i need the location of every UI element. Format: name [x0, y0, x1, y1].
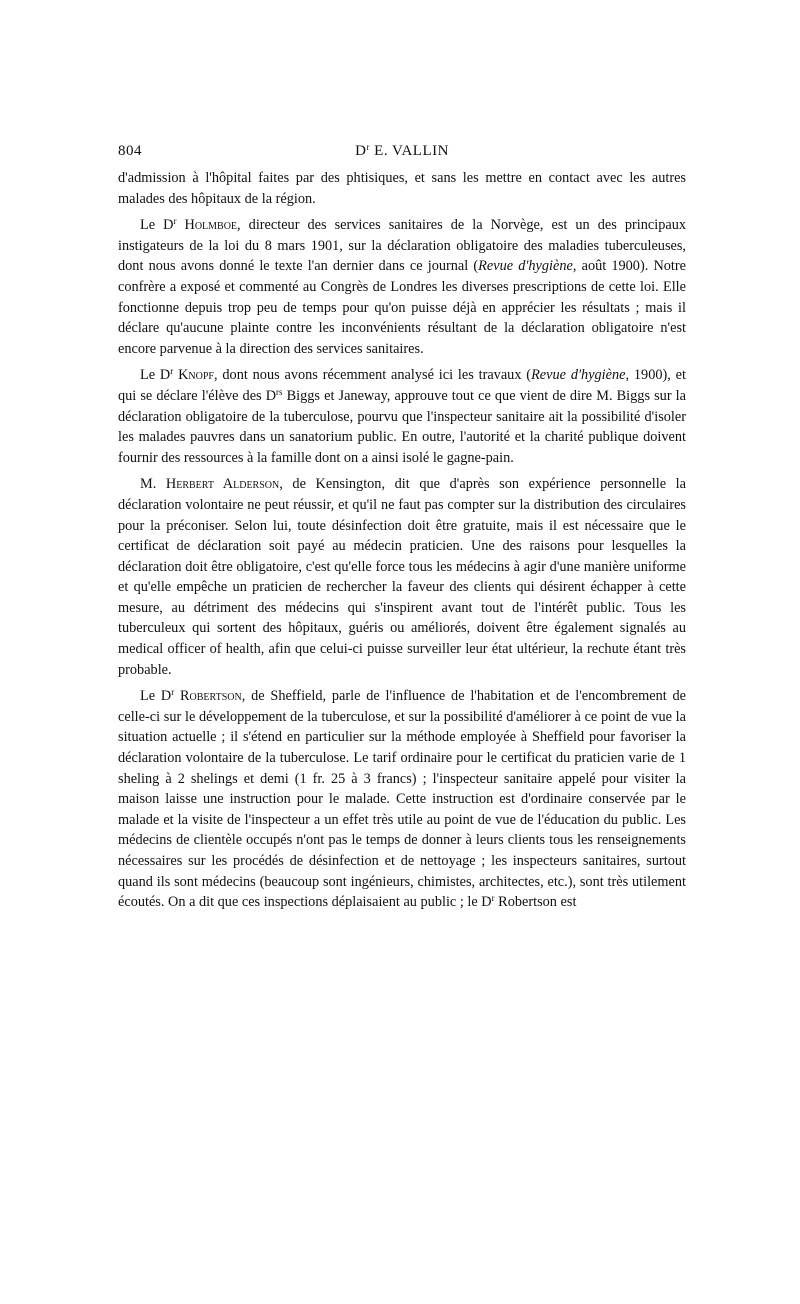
author-name: Robertson	[174, 688, 242, 705]
running-header	[118, 140, 686, 168]
author-name: Herbert Alderson	[165, 476, 280, 493]
author-name: Holmboe	[176, 217, 238, 234]
journal-title: Revue d'hygiène	[531, 367, 626, 384]
paragraph-holmboe: Le $D^r$ Holmboe, directeur des services sanitaires de la Norvège, est un des principaux instigateurs de la loi du 8 mars 1901, sur la déclaration obligatoire des maladies tuberculeuses, dont nous avons donné le texte l'an dernier dans ce journal (Revue d'hygiène, août 1900). Notre confrère a exposé et commenté au Congrès de Londres les diverses prescriptions de cette loi. Elle fonctionne depuis trop peu de temps pour qu'on puisse déjà en apprécier les résultats ; mais il déclare qu'aucune plainte contre les inconvénients résultant de la déclaration obligatoire n'est encore parvenue à la direction des services sanitaires.	[118, 216, 686, 357]
paragraph-continuation: d'admission à l'hôpital faites par des phtisiques, et sans les mettre en contact avec les autres malades des hôpitaux de la région.	[118, 170, 686, 207]
page-number: 804	[118, 143, 142, 160]
paragraph-alderson: M. Herbert Alderson, de Kensington, dit que d'après son expérience personnelle la déclaration volontaire ne peut réussir, et qu'il ne faut pas compter sur la distribution des circulaires pour la préconiser. Selon lui, toute désinfection doit être gratuite, mais il est nécessaire que le certificat de déclaration soit payé au médecin praticien. Une des raisons pour lesquelles la déclaration doit être obligatoire, c'est qu'elle force tous les médecins à agir d'une manière uniforme et qu'elle empêche un praticien de rechercher la faveur des clients qui désirent échapper à cette mesure, au détriment des médecins qui s'inspirent avant tout de l'intérêt public. Tous les tuberculeux qui sortent des hôpitaux, guéris ou améliorés, doivent être également signalés au medical officer of health, afin que celui-ci puisse surveiller leur état ultérieur, la rechute étant très probable.	[118, 476, 686, 678]
document-page	[118, 140, 686, 913]
paragraph-knopf: Le $D^r$ Knopf, dont nous avons récemment analysé ici les travaux (Revue d'hygiène, 1900), et qui se déclare l'élève des $D^{rs}$ Biggs et Janeway, approuve tout ce que vient de dire M. Biggs sur la déclaration obligatoire de la tuberculose, pourvu que l'inspecteur sanitaire ait la possibilité d'isoler les malades pauvres dans un sanatorium public. En outre, l'autorité et la charité publique doivent fournir des ressources à la famille dont on a ainsi isolé le gagne-pain.	[118, 366, 686, 466]
paragraph-robertson: Le $D^r$ Robertson, de Sheffield, parle de l'influence de l'habitation et de l'encombrement de celle-ci sur le développement de la tuberculose, et sur la possibilité d'améliorer à ce point de vue la situation actuelle ; il s'étend en particulier sur la méthode employée à Sheffield pour favoriser la déclaration volontaire de la tuberculose. Le tarif ordinaire pour le certificat du praticien varie de 1 sheling à 2 shelings et demi (1 fr. 25 à 3 francs) ; l'inspecteur sanitaire appelé pour visiter la maison laisse une instruction pour le malade. Cette instruction est d'ordinaire conservée par le malade et la visite de l'inspecteur a un effet très utile au point de vue de l'éducation du public. Les médecins de clientèle occupés n'ont pas le temps de donner à leurs clients tous les renseignements nécessaires sur les procédés de désinfection et de nettoyage ; les inspecteurs sanitaires, surtout quand ils sont médecins (beaucoup sont ingénieurs, chimistes, architectes, etc.), sont très utilement écoutés. On a dit que ces inspections déplaisaient au public ; le $D^r$ Robertson est	[118, 687, 687, 911]
author-name: Knopf	[173, 367, 214, 384]
journal-title: Revue d'hygiène	[478, 258, 573, 275]
running-title: $D^r$ E. VALLIN	[355, 142, 449, 160]
